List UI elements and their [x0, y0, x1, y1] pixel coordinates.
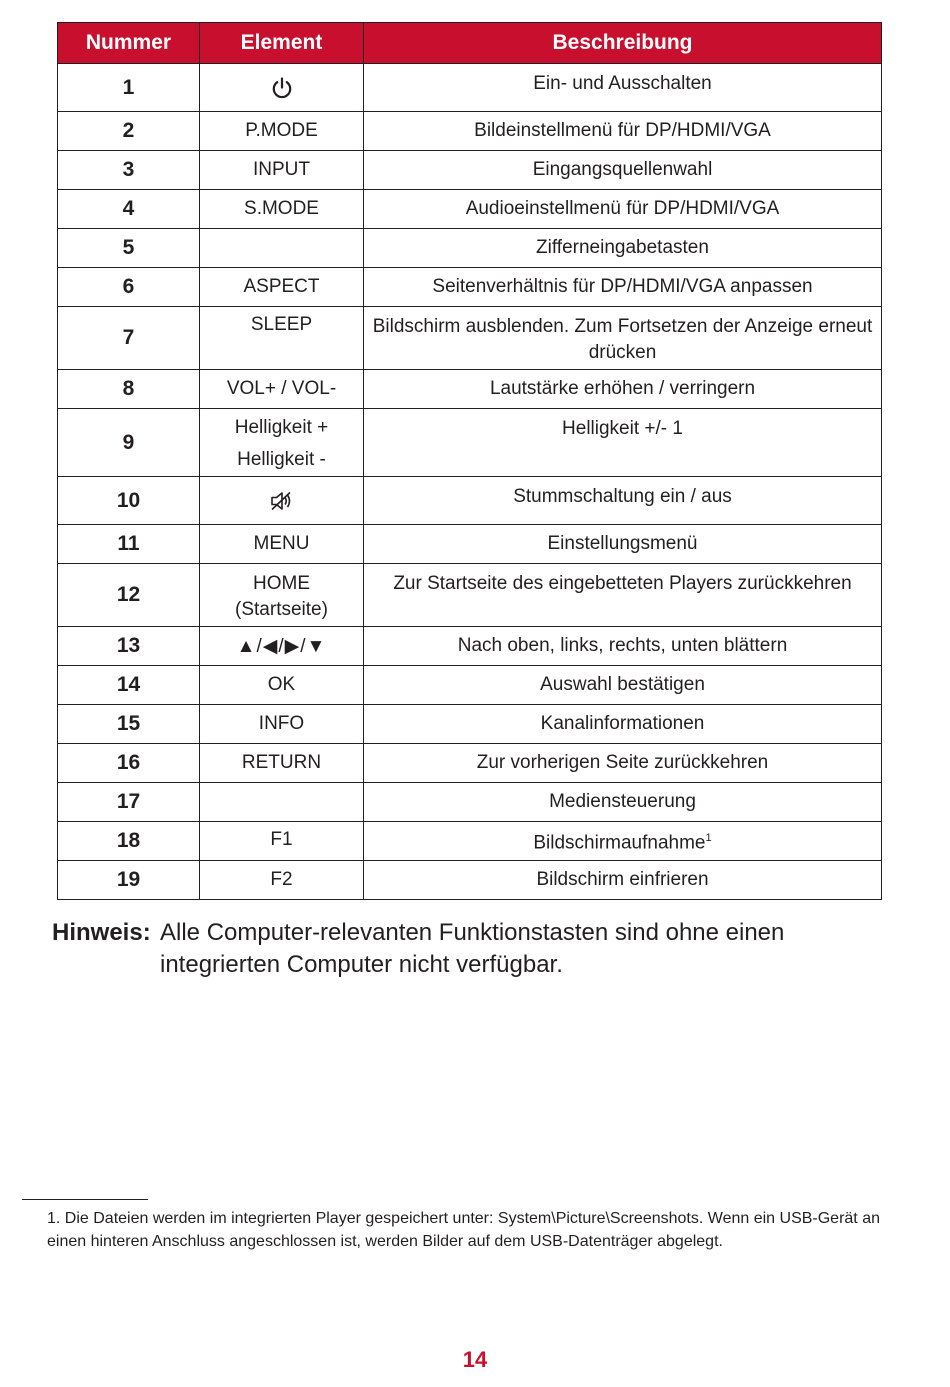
row-element: S.MODE	[200, 190, 364, 229]
row-number: 5	[58, 229, 200, 268]
table-row	[58, 666, 882, 705]
row-number: 13	[58, 627, 200, 666]
row-element	[200, 477, 364, 525]
row-description: Einstellungsmenü	[364, 525, 882, 564]
row-number: 11	[58, 525, 200, 564]
table-row	[58, 229, 882, 268]
table-row	[58, 744, 882, 783]
table-row	[58, 861, 882, 900]
row-number: 6	[58, 268, 200, 307]
table-row	[58, 307, 882, 370]
row-number: 15	[58, 705, 200, 744]
row-element: MENU	[200, 525, 364, 564]
row-description: Helligkeit +/- 1	[364, 409, 882, 477]
row-description: Bildschirm einfrieren	[364, 861, 882, 900]
row-description: Audioeinstellmenü für DP/HDMI/VGA	[364, 190, 882, 229]
table-row	[58, 190, 882, 229]
power-icon	[269, 75, 295, 101]
row-element: ▲/◀/▶/▼	[200, 627, 364, 666]
row-description: Stummschaltung ein / aus	[364, 477, 882, 525]
page-number: 14	[462, 1347, 488, 1372]
row-description: Nach oben, links, rechts, unten blättern	[364, 627, 882, 666]
row-number: 12	[58, 564, 200, 627]
table-row	[58, 477, 882, 525]
note-label: Hinweis:	[52, 919, 151, 946]
row-element: F2	[200, 861, 364, 900]
row-element: INFO	[200, 705, 364, 744]
row-description: Bildeinstellmenü für DP/HDMI/VGA	[364, 112, 882, 151]
table-row	[58, 783, 882, 822]
description-text: Bildschirmaufnahme	[533, 832, 706, 854]
row-element: ASPECT	[200, 268, 364, 307]
table-row	[58, 64, 882, 112]
row-description: Seitenverhältnis für DP/HDMI/VGA anpassen	[364, 268, 882, 307]
footnote: 1. Die Dateien werden im integrierten Player gespeichert unter: System\Picture\Screenshots. Wenn ein USB-Gerät an einen hinteren Anschluss angeschlossen ist, werden Bilder auf dem USB-Datenträger abgelegt.	[47, 1210, 880, 1250]
row-number: 2	[58, 112, 200, 151]
element-line: Helligkeit +	[234, 417, 329, 438]
table-row	[58, 627, 882, 666]
row-number: 8	[58, 370, 200, 409]
table-row	[58, 705, 882, 744]
remote-key-table	[57, 22, 882, 900]
row-number: 1	[58, 64, 200, 112]
row-description: Zur vorherigen Seite zurückkehren	[364, 744, 882, 783]
row-element: VOL+ / VOL-	[200, 370, 364, 409]
table-row	[58, 112, 882, 151]
row-number: 7	[58, 307, 200, 370]
row-description: Kanalinformationen	[364, 705, 882, 744]
row-description: Auswahl bestätigen	[364, 666, 882, 705]
row-element: INPUT	[200, 151, 364, 190]
row-element	[200, 64, 364, 112]
row-element: P.MODE	[200, 112, 364, 151]
row-number: 16	[58, 744, 200, 783]
row-element	[200, 564, 364, 627]
row-number: 9	[58, 409, 200, 477]
row-description: Zifferneingabetasten	[364, 229, 882, 268]
table-row	[58, 525, 882, 564]
row-element: OK	[200, 666, 364, 705]
footnote-divider	[22, 1199, 148, 1200]
note-text: Alle Computer-relevanten Funktionstasten sind ohne einen integrierten Computer nicht verfügbar.	[160, 919, 785, 978]
element-line: Helligkeit -	[237, 449, 326, 470]
table-row	[58, 151, 882, 190]
table-row	[58, 564, 882, 627]
table-row	[58, 409, 882, 477]
mute-icon	[269, 489, 295, 513]
row-number: 10	[58, 477, 200, 525]
row-number: 14	[58, 666, 200, 705]
header-number: Nummer	[58, 23, 200, 64]
row-number: 17	[58, 783, 200, 822]
row-number: 18	[58, 822, 200, 861]
row-element	[200, 783, 364, 822]
row-description: Bildschirm ausblenden. Zum Fortsetzen der Anzeige erneut drücken	[364, 307, 882, 370]
table-row	[58, 268, 882, 307]
element-line: (Startseite)	[235, 599, 328, 620]
header-description: Beschreibung	[364, 23, 882, 64]
row-description: Lautstärke erhöhen / verringern	[364, 370, 882, 409]
header-element: Element	[200, 23, 364, 64]
table-header-row	[58, 23, 882, 64]
row-element	[200, 409, 364, 477]
row-element	[200, 229, 364, 268]
element-line: HOME	[253, 573, 310, 594]
row-number: 4	[58, 190, 200, 229]
row-description	[364, 822, 882, 861]
table-row	[58, 370, 882, 409]
row-description: Zur Startseite des eingebetteten Players zurückkehren	[364, 564, 882, 627]
row-number: 19	[58, 861, 200, 900]
footnote-marker: 1	[705, 832, 712, 845]
row-number: 3	[58, 151, 200, 190]
row-element: RETURN	[200, 744, 364, 783]
row-description: Eingangsquellenwahl	[364, 151, 882, 190]
row-element: F1	[200, 822, 364, 861]
row-description: Mediensteuerung	[364, 783, 882, 822]
row-description: Ein- und Ausschalten	[364, 64, 882, 112]
row-element: SLEEP	[200, 307, 364, 370]
table-row	[58, 822, 882, 861]
